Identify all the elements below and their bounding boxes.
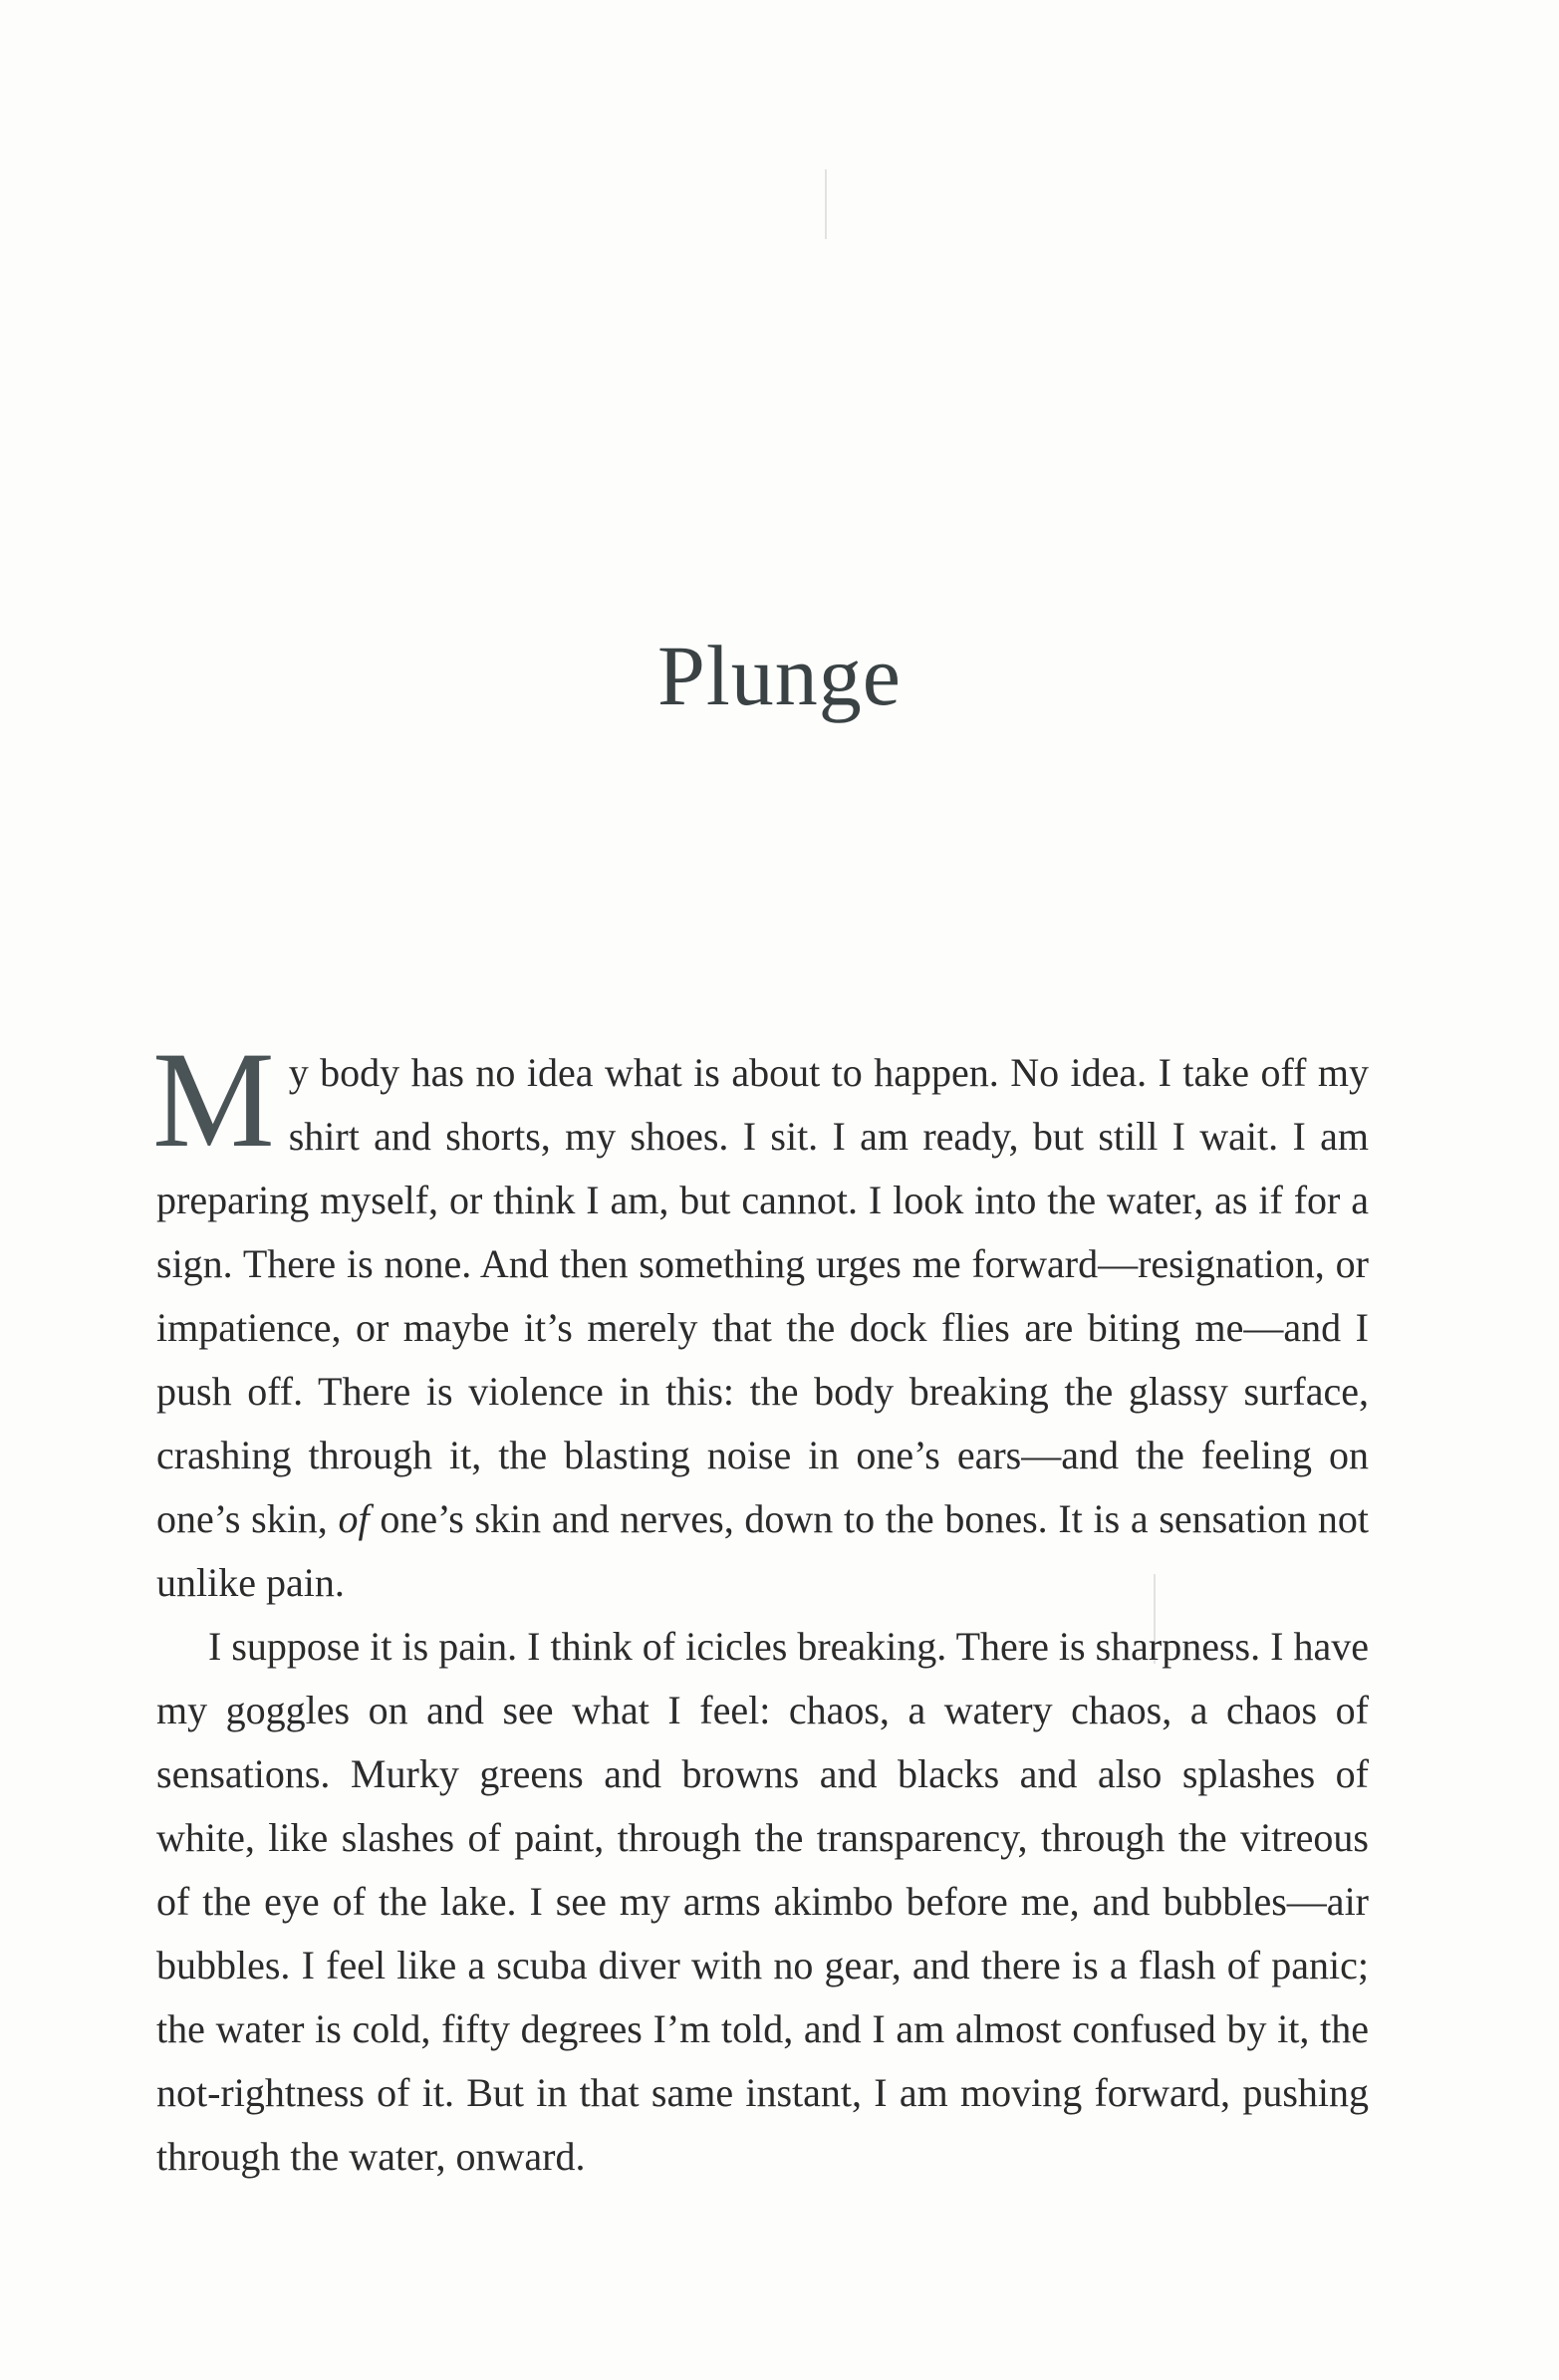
paragraph-2: I suppose it is pain. I think of icicles breaking. There is sharpness. I have my goggles on and see what I feel: chaos, a watery chaos, a chaos of sensations. Murky greens and browns and blacks and also splashes of white, like slashes of paint, through the transparency, through the vitreous of the eye of the lake. I see my arms akimbo before me, and bubbles—air bubbles. I feel like a scuba diver with no gear, and there is a flash of panic; the water is cold, fifty degrees I’m told, and I am almost confused by it, the not-rightness of it. But in that same instant, I am moving forward, pushing through the water, onward. — [156, 1624, 1369, 2179]
paragraph-1-text-end: one’s skin and nerves, down to the bones. It is a sensation not unlike pain. — [156, 1496, 1369, 1605]
chapter-title: Plunge — [657, 628, 902, 723]
drop-cap: M — [152, 1023, 275, 1176]
scan-mark — [825, 169, 827, 239]
paragraph-1-text-start: y body has no idea what is about to happen. No idea. I take off my shirt and shorts, my shoes. I sit. I am ready, but still I wait. I am preparing myself, or think I am, but cannot. I look into the water, as if for a sign. There is none. And then something urges me forward—resignation, or impatience, or maybe it’s merely that the dock flies are biting me—and I push off. There is violence in this: the body breaking the glassy surface, crashing through it, the blasting noise in one’s ears—and the feeling on one’s skin, — [156, 1050, 1369, 1541]
paragraph-1 — [152, 1023, 1369, 1615]
chapter-body — [152, 1023, 1369, 2189]
paragraph-1-emphasis: of — [338, 1496, 370, 1541]
